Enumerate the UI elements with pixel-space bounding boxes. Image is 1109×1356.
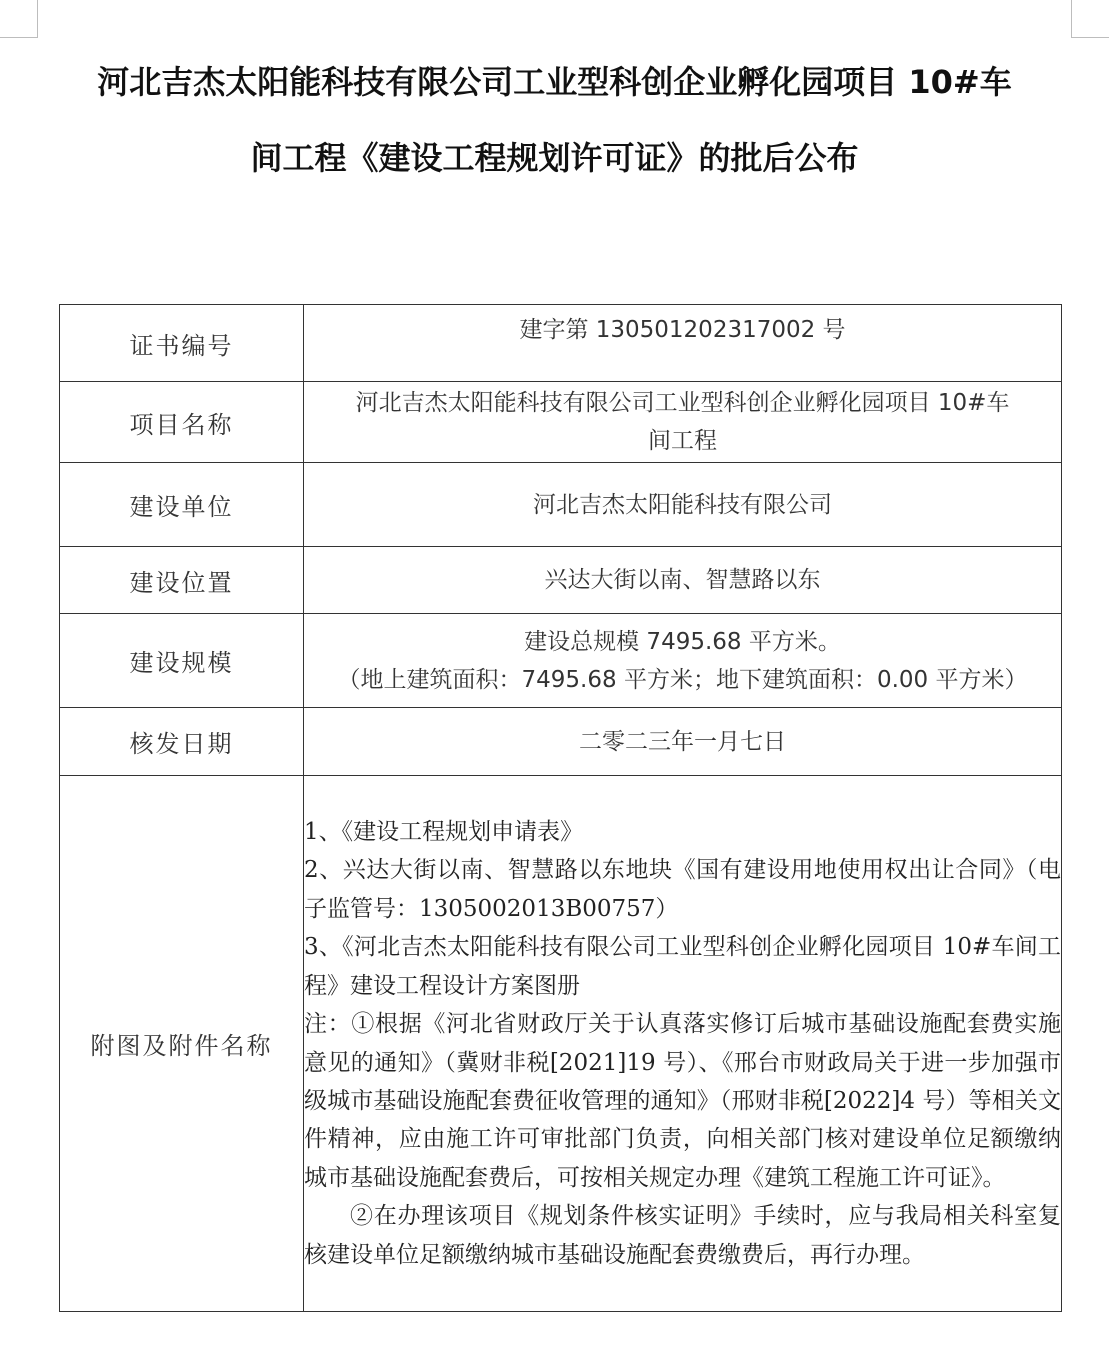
construction-scale-breakdown: （地上建筑面积：7495.68 平方米；地下建筑面积：0.00 平方米） xyxy=(337,666,1028,693)
attachment-item-3: 3、《河北吉杰太阳能科技有限公司工业型科创企业孵化园项目 10#车间工程》建设工程设计方案图册 xyxy=(304,934,1061,999)
table-row-project-name xyxy=(60,382,1062,463)
project-name-line-2: 间工程 xyxy=(648,428,717,454)
construction-unit-text: 河北吉杰太阳能科技有限公司 xyxy=(533,491,832,518)
project-name-value xyxy=(304,382,1062,463)
certificate-number-label: 证书编号 xyxy=(60,305,304,382)
construction-scale-total: 建设总规模 7495.68 平方米。 xyxy=(524,628,841,655)
construction-location-label: 建设位置 xyxy=(60,547,304,614)
permit-table xyxy=(59,304,1062,1312)
issue-date-label: 核发日期 xyxy=(60,708,304,776)
table-row-certificate-number xyxy=(60,305,1062,382)
certificate-number-text: 建字第 130501202317002 号 xyxy=(519,317,846,343)
project-name-line-1: 河北吉杰太阳能科技有限公司工业型科创企业孵化园项目 10#车 xyxy=(355,390,1010,416)
attachment-item-2: 2、兴达大街以南、智慧路以东地块《国有建设用地使用权出让合同》（电子监管号：1305002013B00757） xyxy=(304,857,1061,922)
construction-location-value xyxy=(304,547,1062,614)
document-title xyxy=(40,44,1069,196)
document-title-line-1: 河北吉杰太阳能科技有限公司工业型科创企业孵化园项目 10#车 xyxy=(97,63,1012,101)
attachment-note-2: ②在办理该项目《规划条件核实证明》手续时，应与我局相关科室复核建设单位足额缴纳城市基础设施配套费缴费后，再行办理。 xyxy=(304,1203,1061,1268)
attachments-label: 附图及附件名称 xyxy=(60,776,304,1312)
attachments-value xyxy=(304,776,1062,1312)
attachment-item-1: 1、《建设工程规划申请表》 xyxy=(304,819,584,846)
table-row-issue-date xyxy=(60,708,1062,776)
certificate-number-value xyxy=(304,305,1062,382)
construction-scale-value xyxy=(304,614,1062,708)
construction-unit-value xyxy=(304,463,1062,547)
issue-date-text: 二零二三年一月七日 xyxy=(579,728,786,755)
construction-location-text: 兴达大街以南、智慧路以东 xyxy=(544,567,821,593)
project-name-label: 项目名称 xyxy=(60,382,304,463)
construction-scale-label: 建设规模 xyxy=(60,614,304,708)
table-row-construction-unit xyxy=(60,463,1062,547)
document-title-line-2: 间工程《建设工程规划许可证》的批后公布 xyxy=(250,139,859,177)
attachment-note-1: 注：①根据《河北省财政厅关于认真落实修订后城市基础设施配套费实施意见的通知》（冀财非税[2021]19 号）、《邢台市财政局关于进一步加强市级城市基础设施配套费征收管理的通知》（邢财非税[2022]4 号）等相关文件精神，应由施工许可审批部门负责，向相关部门核对建设单位足额缴纳城市基础设施配套费后，可按相关规定办理《建筑工程施工许可证》。 xyxy=(304,1011,1061,1191)
page-corner-mark-left xyxy=(0,0,38,38)
issue-date-value xyxy=(304,708,1062,776)
table-row-construction-location xyxy=(60,547,1062,614)
page-corner-mark-right xyxy=(1071,0,1109,38)
table-row-attachments xyxy=(60,776,1062,1312)
table-row-construction-scale xyxy=(60,614,1062,708)
construction-unit-label: 建设单位 xyxy=(60,463,304,547)
